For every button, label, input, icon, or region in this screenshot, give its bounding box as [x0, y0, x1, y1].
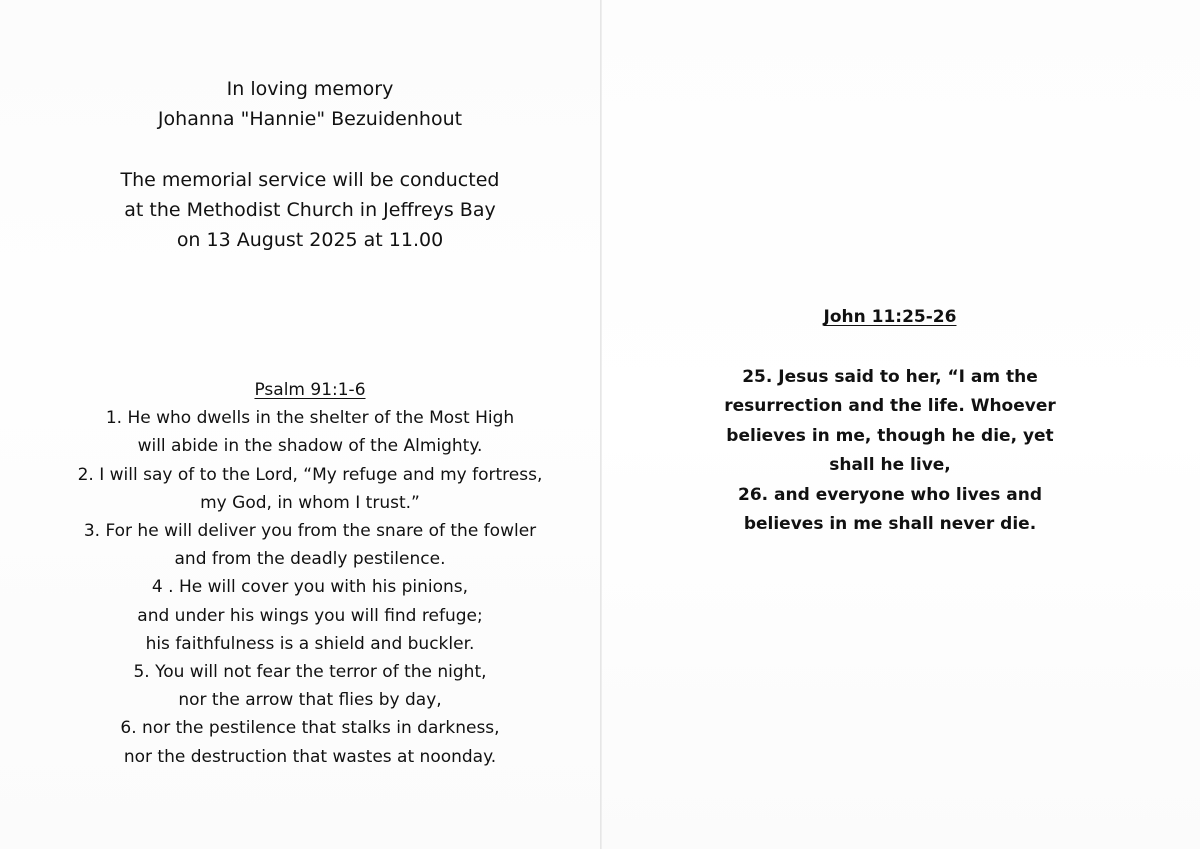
service-details	[60, 165, 560, 255]
psalm-title: Psalm 91:1-6	[254, 380, 366, 400]
psalm-line: 4 . He will cover you with his pinions,	[151, 577, 469, 598]
john-passage	[690, 303, 1090, 540]
deceased-name: Johanna "Hannie" Bezuidenhout	[157, 108, 463, 130]
service-line: at the Methodist Church in Jeffreys Bay	[124, 199, 496, 221]
psalm-line: 3. For he will deliver you from the snare of the fowler	[83, 521, 537, 542]
john-line: believes in me, though he die, yet	[726, 425, 1054, 446]
john-line: resurrection and the life. Whoever	[724, 396, 1056, 416]
john-line: believes in me shall never die.	[743, 514, 1037, 534]
john-line: 25. Jesus said to her, “I am the	[742, 366, 1038, 387]
john-line: shall he live,	[829, 455, 951, 475]
memory-line: In loving memory	[226, 78, 394, 100]
psalm-line: 2. I will say of to the Lord, “My refuge and my fortress,	[77, 464, 543, 485]
psalm-line: and from the deadly pestilence.	[174, 549, 446, 570]
psalm-line: will abide in the shadow of the Almighty.	[137, 436, 483, 457]
psalm-line: his faithfulness is a shield and buckler.	[145, 633, 475, 654]
service-line: The memorial service will be conducted	[120, 169, 500, 191]
psalm-line: and under his wings you will find refuge;	[137, 605, 483, 626]
service-line: on 13 August 2025 at 11.00	[176, 229, 444, 251]
in-memory-heading	[60, 74, 560, 134]
psalm-line: 6. nor the pestilence that stalks in darkness,	[120, 718, 500, 739]
psalm-line: 1. He who dwells in the shelter of the Most High	[105, 408, 515, 429]
psalm-line: nor the destruction that wastes at noonday.	[123, 746, 497, 767]
psalm-line: my God, in whom I trust.”	[200, 492, 420, 513]
john-title: John 11:25-26	[823, 307, 957, 327]
psalm-line: nor the arrow that flies by day,	[178, 690, 442, 711]
psalm-line: 5. You will not fear the terror of the night,	[133, 662, 487, 683]
john-line: 26. and everyone who lives and	[738, 484, 1042, 505]
psalm-passage	[30, 376, 590, 771]
